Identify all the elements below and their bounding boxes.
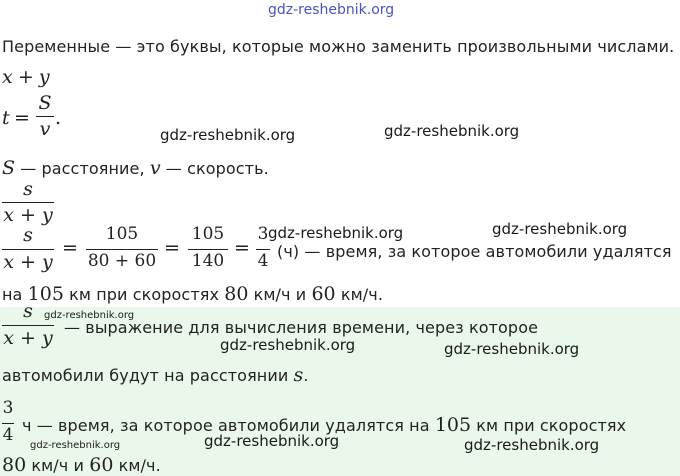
calc-eq-1: = [62,237,78,259]
formula-t-num: S [38,92,52,114]
answer-text-3-end: км при скоростях [471,416,627,435]
plus-sign: + [17,66,34,88]
calc-f1-num: s [23,224,33,246]
conditions-line [2,283,383,305]
fraction-bar [2,423,14,424]
watermark: gdz-reshebnik.org [268,224,404,242]
watermark: gdz-reshebnik.org [444,340,580,358]
answer-speed-2: 60 [89,454,114,476]
calc-f2-den: 80 + 60 [87,251,157,271]
answer-text-4: км/ч и [26,456,90,475]
fraction-bar [2,249,54,250]
definition-distance: — расстояние, [15,159,150,178]
text-and: км/ч и [248,285,312,304]
calc-tail-text: (ч) — время, за которое автомобили удалятся [277,242,672,261]
formula-t-lhs: t [2,107,10,129]
definitions-line [2,157,269,179]
fraction-bar [36,116,54,117]
answer-frac-num: s [23,300,33,322]
calc-f3-num: 105 [191,224,225,244]
calc-f4-den: 4 [257,251,269,271]
watermark: gdz-reshebnik.org [384,122,520,140]
answer-frac34-num: 3 [2,398,14,418]
calc-f3-den: 140 [191,251,225,271]
var-S: S [2,157,16,179]
watermark: gdz-reshebnik.org [220,336,356,354]
speed-2-value: 60 [311,283,336,305]
watermark: gdz-reshebnik.org [160,126,296,144]
intro-text: Переменные — это буквы, которые можно заменить произвольными числами. [2,37,675,56]
expr-sum [2,66,50,88]
answer-text-2: автомобили будут на расстоянии [2,366,294,385]
text-kmh: км/ч. [335,285,384,304]
answer-speed-1: 80 [2,454,27,476]
calc-f4-num: 3 [257,224,269,244]
watermark: gdz-reshebnik.org [204,432,340,450]
answer-frac34-den: 4 [2,425,14,445]
calc-f2-num: 105 [105,224,139,244]
answer-line-2 [2,364,309,386]
watermark: gdz-reshebnik.org [492,220,628,238]
formula-t-dot: . [55,107,62,129]
var-v: v [149,157,161,179]
text-on: на [2,285,28,304]
calc-f1-den: x + y [3,251,53,273]
distance-value: 105 [27,283,64,305]
answer-line-4 [2,454,161,476]
fraction-bar [2,325,54,326]
answer-text-1: — выражение для вычисления времени, через которое [64,318,539,337]
watermark-small: gdz-reshebnik.org [44,310,135,321]
definition-speed: — скорость. [160,159,269,178]
var-x: x [2,66,13,88]
answer-distance-value: 105 [434,414,472,436]
fraction-bar [2,202,54,203]
calc-eq-3: = [234,237,250,259]
answer-text-4-end: км/ч. [113,456,161,475]
var-s: s [293,364,304,386]
frac-s-num: s [23,178,33,200]
formula-t-den: v [39,118,51,140]
watermark-small: gdz-reshebnik.org [30,440,121,451]
answer-text-2-end: . [303,366,309,385]
var-y: y [38,66,50,88]
watermark-top: gdz-reshebnik.org [268,2,395,18]
answer-frac-den: x + y [3,327,53,349]
watermark: gdz-reshebnik.org [464,436,600,454]
speed-1-value: 80 [224,283,249,305]
calc-eq-2: = [164,237,180,259]
formula-t-eq: = [14,107,30,129]
answer-text-3: ч — время, за которое автомобили удалятся на [22,416,435,435]
fraction-bar [86,249,158,250]
frac-s-den: x + y [3,204,53,226]
text-speeds: км при скоростях [63,285,225,304]
fraction-bar [188,249,228,250]
fraction-bar [256,249,270,250]
